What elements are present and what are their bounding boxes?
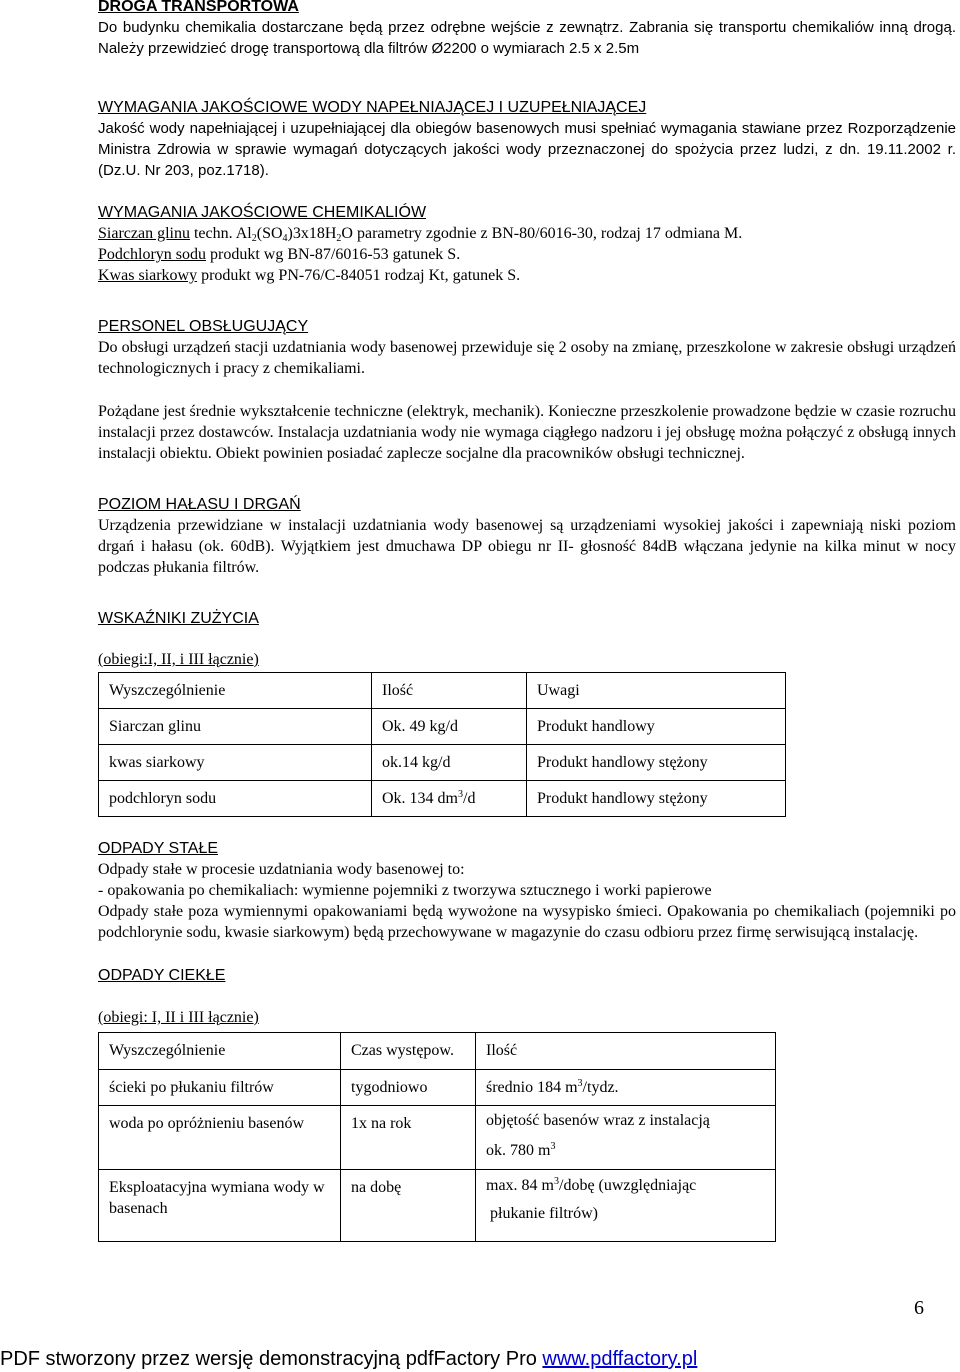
liquid-waste-table — [98, 1032, 776, 1242]
table-cell: tygodniowo — [341, 1070, 476, 1106]
chemical-spec-line: Podchloryn sodu produkt wg BN-87/6016-53 gatunek S. — [98, 246, 461, 263]
pdf-footer: PDF stworzony przez wersję demonstracyjną pdfFactory Pro www.pdffactory.pl — [0, 1348, 698, 1370]
table-cell: Produkt handlowy stężony — [527, 745, 786, 781]
section-usage — [98, 608, 956, 817]
table-header-cell: Ilość — [476, 1033, 776, 1070]
table-cell: Ok. 134 $dm^3/d$ — [372, 781, 527, 817]
table-row — [99, 781, 786, 817]
section-heading: WSKAŹNIKI ZUŻYCIA — [98, 610, 259, 627]
section-noise — [98, 494, 956, 578]
table-cell: Ok. 49 kg/d — [372, 709, 527, 745]
chemical-spec-line: Kwas siarkowy produkt wg PN-76/C-84051 rodzaj Kt, gatunek S. — [98, 267, 521, 284]
table-header-cell: Ilość — [372, 673, 527, 709]
noise-text: Urządzenia przewidziane w instalacji uzdatniania wody basenowej są urządzeniami wysokiej jakości i zapewniają niski poziom drgań i hałasu (ok. 60dB). Wyjątkiem jest dmuchawa DP obiegu nr II- głosność 84dB włączana jedynie na kilka minut w nocy podczas płukania filtrów. — [98, 517, 956, 576]
staff-paragraph: Pożądane jest średnie wykształcenie techniczne (elektryk, mechanik). Konieczne przeszkolenie prowadzone będzie w czasie rozruchu instalacji przez dostawców. Instalacja uzdatniania wody nie wymaga ciągłego nadzoru i jej obsługę można połączyć z obsługą innych instalacji obiektu. Obiekt powinien posiadać zaplecze socjalne dla pracowników obsługi technicznej. — [98, 403, 956, 462]
table-row — [99, 709, 786, 745]
section-subheading: (obiegi:I, II, i III łącznie) — [98, 651, 259, 668]
section-solid-waste — [98, 838, 956, 943]
section-chemical-quality — [98, 202, 956, 286]
table-cell: max. 84 $m^3$/dobę (uwzględniając płukanie filtrów) — [476, 1170, 776, 1242]
table-cell: ok.14 kg/d — [372, 745, 527, 781]
section-subheading: (obiegi: I, II i III łącznie) — [98, 1009, 259, 1026]
table-header-cell: Wyszczególnienie — [99, 673, 372, 709]
table-cell: Siarczan glinu — [99, 709, 372, 745]
water-quality-text: Jakość wody napełniającej i uzupełniającej dla obiegów basenowych musi spełniać wymagania stawiane przez Rozporządzenie Ministra Zdrowia w sprawie wymagań dotyczących jakości wody przeznaczonej do spożycia przez ludzi, z dn. 19.11.2002 r. (Dz.U. Nr 203, poz.1718). — [98, 120, 956, 179]
table-cell: podchloryn sodu — [99, 781, 372, 817]
table-row — [99, 1070, 776, 1106]
table-cell-line: ok. 780 $m^3$ — [486, 1141, 556, 1159]
table-cell: średnio 184 $m^3$/tydz. — [476, 1070, 776, 1106]
table-cell: na dobę — [341, 1170, 476, 1242]
pdffactory-link[interactable]: www.pdffactory.pl — [542, 1348, 698, 1370]
table-cell-line: max. 84 $m^3$/dobę (uwzględniając — [486, 1176, 697, 1194]
table-header-cell: Czas występow. — [341, 1033, 476, 1070]
staff-paragraph: Do obsługi urządzeń stacji uzdatniania wody basenowej przewiduje się 2 osoby na zmianę, przeszkolone w zakresie obsługi urządzeń technologicznych i pracy z chemikaliami. — [98, 339, 956, 377]
table-header-cell: Wyszczególnienie — [99, 1033, 341, 1070]
table-cell: Eksploatacyjna wymiana wody w basenach — [99, 1170, 341, 1242]
table-row — [99, 1106, 776, 1170]
page-number: 6 — [914, 1297, 924, 1319]
table-header-row — [99, 673, 786, 709]
table-cell: Produkt handlowy — [527, 709, 786, 745]
section-heading: ODPADY STAŁE — [98, 840, 219, 857]
section-heading: WYMAGANIA JAKOŚCIOWE WODY NAPEŁNIAJĄCEJ I UZUPEŁNIAJĄCEJ — [98, 99, 647, 116]
solid-waste-line: - opakowania po chemikaliach: wymienne pojemniki z tworzywa sztucznego i worki papierowe — [98, 882, 712, 899]
section-heading: PERSONEL OBSŁUGUJĄCY — [98, 318, 309, 335]
document-page — [98, 0, 956, 1242]
transport-text: Do budynku chemikalia dostarczane będą przez odrębne wejście z zewnątrz. Zabrania się transportu chemikaliów inną drogą. Należy przewidzieć drogę transportową dla filtrów Ø2200 o wymiarach 2.5 x 2.5m — [98, 19, 956, 57]
table-cell: ścieki po płukaniu filtrów — [99, 1070, 341, 1106]
solid-waste-paragraph: Odpady stałe poza wymiennymi opakowaniami będą wywożone na wysypisko śmieci. Opakowania po chemikaliach (pojemniki po podchlorynie sodu, kwasie siarkowym) będą przechowywane w magazynie do czasu odbioru przez firmę serwisującą instalację. — [98, 903, 956, 941]
table-cell: objętość basenów wraz z instalacją ok. 780 $m^3$ — [476, 1106, 776, 1170]
table-header-cell: Uwagi — [527, 673, 786, 709]
table-row — [99, 1170, 776, 1242]
usage-table — [98, 672, 786, 817]
section-heading: DROGA TRANSPORTOWA — [98, 0, 299, 15]
table-row — [99, 745, 786, 781]
section-staff — [98, 316, 956, 464]
section-water-quality — [98, 97, 956, 181]
section-transport — [98, 0, 956, 59]
chemical-spec-line: Siarczan glinu techn. $Al_2(SO_4)3x18H_2O$ parametry zgodnie z BN-80/6016-30, rodzaj 17 odmiana M. — [98, 225, 743, 244]
section-heading: ODPADY CIEKŁE — [98, 967, 226, 984]
section-heading: POZIOM HAŁASU I DRGAŃ — [98, 496, 301, 513]
section-heading: WYMAGANIA JAKOŚCIOWE CHEMIKALIÓW — [98, 204, 427, 221]
table-cell: woda po opróżnieniu basenów — [99, 1106, 341, 1170]
table-cell: Produkt handlowy stężony — [527, 781, 786, 817]
table-header-row — [99, 1033, 776, 1070]
table-cell: 1x na rok — [341, 1106, 476, 1170]
solid-waste-line: Odpady stałe w procesie uzdatniania wody basenowej to: — [98, 861, 465, 878]
section-liquid-waste — [98, 965, 956, 1242]
table-cell: kwas siarkowy — [99, 745, 372, 781]
